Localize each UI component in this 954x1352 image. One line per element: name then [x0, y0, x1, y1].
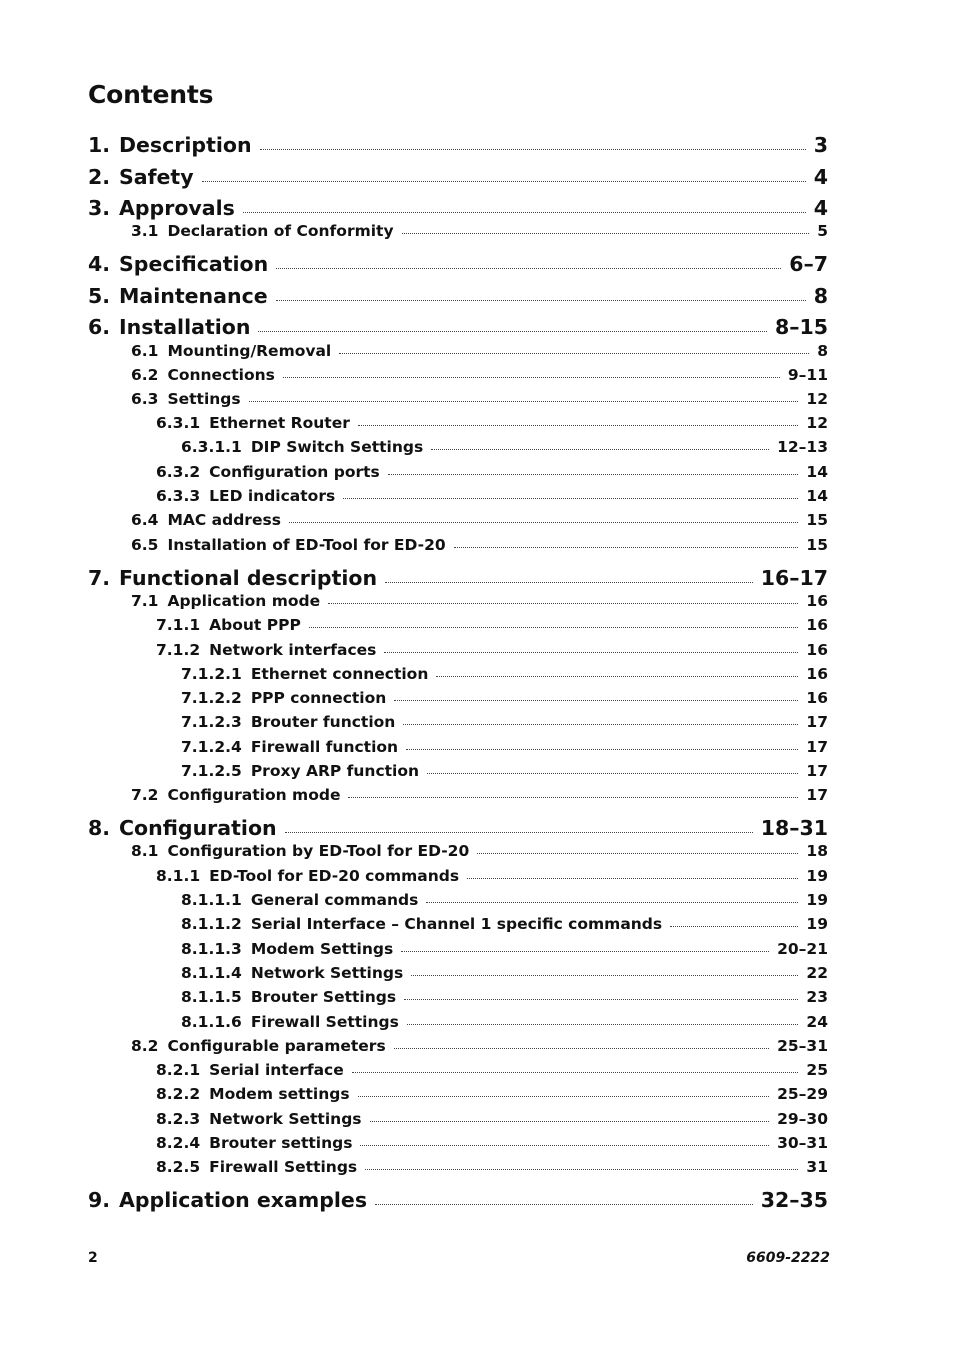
toc-entry-title: Ethernet connection: [250, 665, 429, 683]
toc-entry-title: Brouter settings: [209, 1134, 353, 1152]
dot-leader: [467, 877, 798, 879]
dot-leader: [431, 448, 769, 450]
dot-leader: [328, 602, 798, 604]
footer-doc-number: 6609-2222: [746, 1250, 830, 1266]
toc-entry-page: 19: [806, 867, 828, 885]
toc-entry-number: 8.2.5: [156, 1158, 201, 1176]
toc-entry: [181, 665, 828, 683]
toc-entry-page: 16: [806, 689, 828, 707]
dot-leader: [343, 497, 798, 499]
toc-entry-number: 8.: [88, 816, 111, 840]
toc-entry-number: 5.: [88, 284, 111, 308]
toc-entry-number: 7.1.2.2: [181, 689, 242, 707]
toc-entry-title: PPP connection: [250, 689, 387, 707]
toc-entry-title: Configuration mode: [167, 786, 341, 804]
toc-entry-page: 16: [806, 592, 828, 610]
toc-entry-number: 6.3: [131, 390, 159, 408]
toc-entry-page: 17: [806, 762, 828, 780]
dot-leader: [202, 180, 806, 182]
toc-entry-title: Firewall Settings: [250, 1013, 399, 1031]
toc-entry-page: 32–35: [760, 1188, 828, 1212]
toc-entry-page: 18: [806, 842, 828, 860]
toc-entry: [131, 342, 828, 360]
dot-leader: [285, 831, 753, 833]
toc-entry-title: Installation: [119, 315, 251, 339]
toc-entry-number: 7.1.2: [156, 641, 201, 659]
dot-leader: [283, 376, 780, 378]
toc-entry-number: 8.2: [131, 1037, 159, 1055]
toc-entry: [181, 891, 828, 909]
dot-leader: [403, 723, 798, 725]
dot-leader: [276, 299, 806, 301]
toc-entry: [156, 1134, 828, 1152]
dot-leader: [407, 1023, 799, 1025]
toc-entry-page: 23: [806, 988, 828, 1006]
toc-entry: [131, 511, 828, 529]
dot-leader: [365, 1168, 798, 1170]
toc-entry-page: 25–31: [777, 1037, 828, 1055]
dot-leader: [384, 651, 798, 653]
dot-leader: [385, 581, 753, 583]
toc-entry-number: 8.2.1: [156, 1061, 201, 1079]
toc-entry-page: 4: [813, 165, 828, 189]
toc-entry-number: 6.3.2: [156, 463, 201, 481]
toc-entry-title: About PPP: [209, 616, 301, 634]
toc-entry-number: 8.2.2: [156, 1085, 201, 1103]
toc-entry: [88, 196, 828, 220]
dot-leader: [426, 901, 798, 903]
toc-entry-number: 8.1.1.6: [181, 1013, 242, 1031]
toc-entry: [156, 867, 828, 885]
dot-leader: [427, 772, 798, 774]
toc-entry: [131, 1037, 828, 1055]
toc-entry-page: 12: [806, 414, 828, 432]
toc-entry-number: 7.1.2.4: [181, 738, 242, 756]
toc-entry-title: Configurable parameters: [167, 1037, 386, 1055]
toc-entry-page: 16: [806, 641, 828, 659]
dot-leader: [394, 699, 798, 701]
toc-entry-title: LED indicators: [209, 487, 336, 505]
toc-entry-title: Network interfaces: [209, 641, 377, 659]
dot-leader: [411, 974, 798, 976]
toc-entry: [156, 1110, 828, 1128]
toc-entry-number: 4.: [88, 252, 111, 276]
toc-entry: [88, 315, 828, 339]
page-title: Contents: [88, 80, 214, 109]
toc-entry-page: 31: [806, 1158, 828, 1176]
dot-leader: [243, 211, 806, 213]
toc-entry-page: 17: [806, 738, 828, 756]
dot-leader: [375, 1203, 753, 1205]
toc-entry-title: Connections: [167, 366, 275, 384]
toc-entry-number: 8.1.1: [156, 867, 201, 885]
toc-entry-page: 8: [817, 342, 828, 360]
dot-leader: [436, 675, 798, 677]
toc-entry-number: 8.1.1.1: [181, 891, 242, 909]
toc-entry: [88, 1188, 828, 1212]
toc-entry-number: 7.: [88, 566, 111, 590]
dot-leader: [670, 925, 798, 927]
toc-entry-title: Installation of ED-Tool for ED-20: [167, 536, 446, 554]
dot-leader: [358, 424, 799, 426]
dot-leader: [260, 148, 806, 150]
toc-entry: [181, 762, 828, 780]
toc-entry-title: Configuration ports: [209, 463, 380, 481]
toc-entry-page: 16: [806, 665, 828, 683]
toc-entry-page: 4: [813, 196, 828, 220]
dot-leader: [370, 1120, 770, 1122]
dot-leader: [348, 796, 798, 798]
toc-entry-page: 25: [806, 1061, 828, 1079]
toc-entry-number: 7.2: [131, 786, 159, 804]
toc-entry: [88, 133, 828, 157]
toc-entry-page: 30–31: [777, 1134, 828, 1152]
dot-leader: [289, 521, 799, 523]
toc-entry-page: 22: [806, 964, 828, 982]
toc-entry-page: 3: [813, 133, 828, 157]
toc-entry-number: 2.: [88, 165, 111, 189]
toc-entry-title: Firewall function: [250, 738, 399, 756]
toc-entry-number: 3.: [88, 196, 111, 220]
toc-entry: [156, 1158, 828, 1176]
toc-entry-title: Serial interface: [209, 1061, 344, 1079]
toc-entry-page: 14: [806, 463, 828, 481]
toc-entry-number: 8.1.1.5: [181, 988, 242, 1006]
toc-entry-title: Mounting/Removal: [167, 342, 332, 360]
toc-entry-title: Modem Settings: [250, 940, 394, 958]
dot-leader: [258, 330, 767, 332]
toc-entry-page: 12–13: [777, 438, 828, 456]
toc-entry-number: 8.1.1.2: [181, 915, 242, 933]
toc-entry-number: 6.3.1.1: [181, 438, 242, 456]
toc-entry-number: 9.: [88, 1188, 111, 1212]
dot-leader: [402, 232, 810, 234]
toc-entry: [131, 390, 828, 408]
toc-entry-title: Specification: [119, 252, 269, 276]
toc-entry: [131, 842, 828, 860]
toc-entry-page: 24: [806, 1013, 828, 1031]
toc-entry: [181, 964, 828, 982]
toc-entry-page: 16: [806, 616, 828, 634]
toc-entry-page: 5: [817, 222, 828, 240]
toc-entry: [131, 786, 828, 804]
toc-entry-title: Safety: [119, 165, 194, 189]
dot-leader: [276, 267, 781, 269]
toc-entry: [156, 641, 828, 659]
toc-entry-title: Modem settings: [209, 1085, 350, 1103]
toc-entry-number: 7.1.2.5: [181, 762, 242, 780]
toc-entry: [181, 713, 828, 731]
dot-leader: [360, 1144, 769, 1146]
toc-entry-title: Description: [119, 133, 252, 157]
toc-entry-title: Brouter function: [250, 713, 396, 731]
toc-entry-number: 8.1.1.3: [181, 940, 242, 958]
toc-entry: [181, 1013, 828, 1031]
toc-entry-page: 29–30: [777, 1110, 828, 1128]
toc-entry: [131, 592, 828, 610]
toc-entry: [88, 252, 828, 276]
toc-entry: [88, 816, 828, 840]
toc-entry: [181, 988, 828, 1006]
toc-entry-page: 20–21: [777, 940, 828, 958]
dot-leader: [404, 998, 798, 1000]
toc-entry: [156, 1061, 828, 1079]
toc-entry-title: Maintenance: [119, 284, 268, 308]
toc-entry-title: Network Settings: [250, 964, 404, 982]
toc-entry-title: Settings: [167, 390, 241, 408]
toc-entry-page: 8–15: [774, 315, 828, 339]
toc-entry-title: Firewall Settings: [209, 1158, 358, 1176]
toc-entry: [181, 738, 828, 756]
toc-entry: [181, 915, 828, 933]
toc-entry: [88, 284, 828, 308]
toc-entry-number: 3.1: [131, 222, 159, 240]
toc-entry-number: 8.2.3: [156, 1110, 201, 1128]
dot-leader: [309, 626, 799, 628]
toc-entry-title: Proxy ARP function: [250, 762, 420, 780]
toc-entry-number: 8.1.1.4: [181, 964, 242, 982]
toc-entry-number: 6.1: [131, 342, 159, 360]
toc-entry-title: Network Settings: [209, 1110, 362, 1128]
toc-entry-number: 6.4: [131, 511, 159, 529]
toc-entry-page: 8: [813, 284, 828, 308]
toc-entry-title: Ethernet Router: [209, 414, 350, 432]
toc-entry-page: 9–11: [787, 366, 828, 384]
toc-entry-number: 6.3.3: [156, 487, 201, 505]
toc-entry-title: Brouter Settings: [250, 988, 397, 1006]
toc-entry-title: Serial Interface – Channel 1 specific commands: [250, 915, 663, 933]
dot-leader: [388, 473, 799, 475]
toc-entry: [181, 689, 828, 707]
toc-entry-page: 6–7: [789, 252, 828, 276]
toc-entry-number: 7.1.1: [156, 616, 201, 634]
toc-entry-page: 15: [806, 536, 828, 554]
toc-entry-title: ED-Tool for ED-20 commands: [209, 867, 460, 885]
dot-leader: [401, 950, 769, 952]
toc-entry-number: 8.1: [131, 842, 159, 860]
toc-entry: [181, 940, 828, 958]
toc-entry-page: 15: [806, 511, 828, 529]
dot-leader: [454, 546, 799, 548]
toc-entry: [131, 366, 828, 384]
toc-entry-number: 6.2: [131, 366, 159, 384]
dot-leader: [477, 852, 798, 854]
toc-entry-page: 17: [806, 713, 828, 731]
dot-leader: [249, 400, 799, 402]
toc-entry-number: 6.: [88, 315, 111, 339]
dot-leader: [339, 352, 809, 354]
toc-entry: [181, 438, 828, 456]
toc-entry-number: 8.2.4: [156, 1134, 201, 1152]
toc-entry-number: 6.5: [131, 536, 159, 554]
toc-entry-page: 25–29: [777, 1085, 828, 1103]
toc-entry-title: Configuration by ED-Tool for ED-20: [167, 842, 470, 860]
toc-entry: [156, 414, 828, 432]
toc-entry: [156, 1085, 828, 1103]
toc-entry-title: Application mode: [167, 592, 321, 610]
toc-entry-title: General commands: [250, 891, 419, 909]
toc-entry-page: 17: [806, 786, 828, 804]
toc-entry: [88, 165, 828, 189]
toc-entry-number: 6.3.1: [156, 414, 201, 432]
toc-entry: [131, 222, 828, 240]
toc-entry-page: 14: [806, 487, 828, 505]
toc-entry: [156, 616, 828, 634]
toc-entry: [88, 566, 828, 590]
dot-leader: [394, 1047, 769, 1049]
toc-entry-number: 7.1: [131, 592, 159, 610]
toc-entry-page: 18–31: [760, 816, 828, 840]
toc-entry: [156, 463, 828, 481]
dot-leader: [352, 1071, 799, 1073]
toc-entry-page: 19: [806, 915, 828, 933]
toc-entry-page: 16–17: [760, 566, 828, 590]
toc-entry-title: MAC address: [167, 511, 281, 529]
dot-leader: [406, 748, 798, 750]
toc-entry-number: 1.: [88, 133, 111, 157]
toc-entry-title: Declaration of Conformity: [167, 222, 394, 240]
toc-entry: [131, 536, 828, 554]
toc-entry-title: Configuration: [119, 816, 277, 840]
toc-entry-title: DIP Switch Settings: [250, 438, 424, 456]
toc-entry-page: 19: [806, 891, 828, 909]
toc-entry-title: Approvals: [119, 196, 235, 220]
toc-entry-page: 12: [806, 390, 828, 408]
toc-entry-title: Functional description: [119, 566, 378, 590]
toc-entry: [156, 487, 828, 505]
dot-leader: [358, 1095, 770, 1097]
footer-page-number: 2: [88, 1250, 98, 1266]
toc-entry-title: Application examples: [119, 1188, 368, 1212]
toc-entry-number: 7.1.2.3: [181, 713, 242, 731]
toc-entry-number: 7.1.2.1: [181, 665, 242, 683]
